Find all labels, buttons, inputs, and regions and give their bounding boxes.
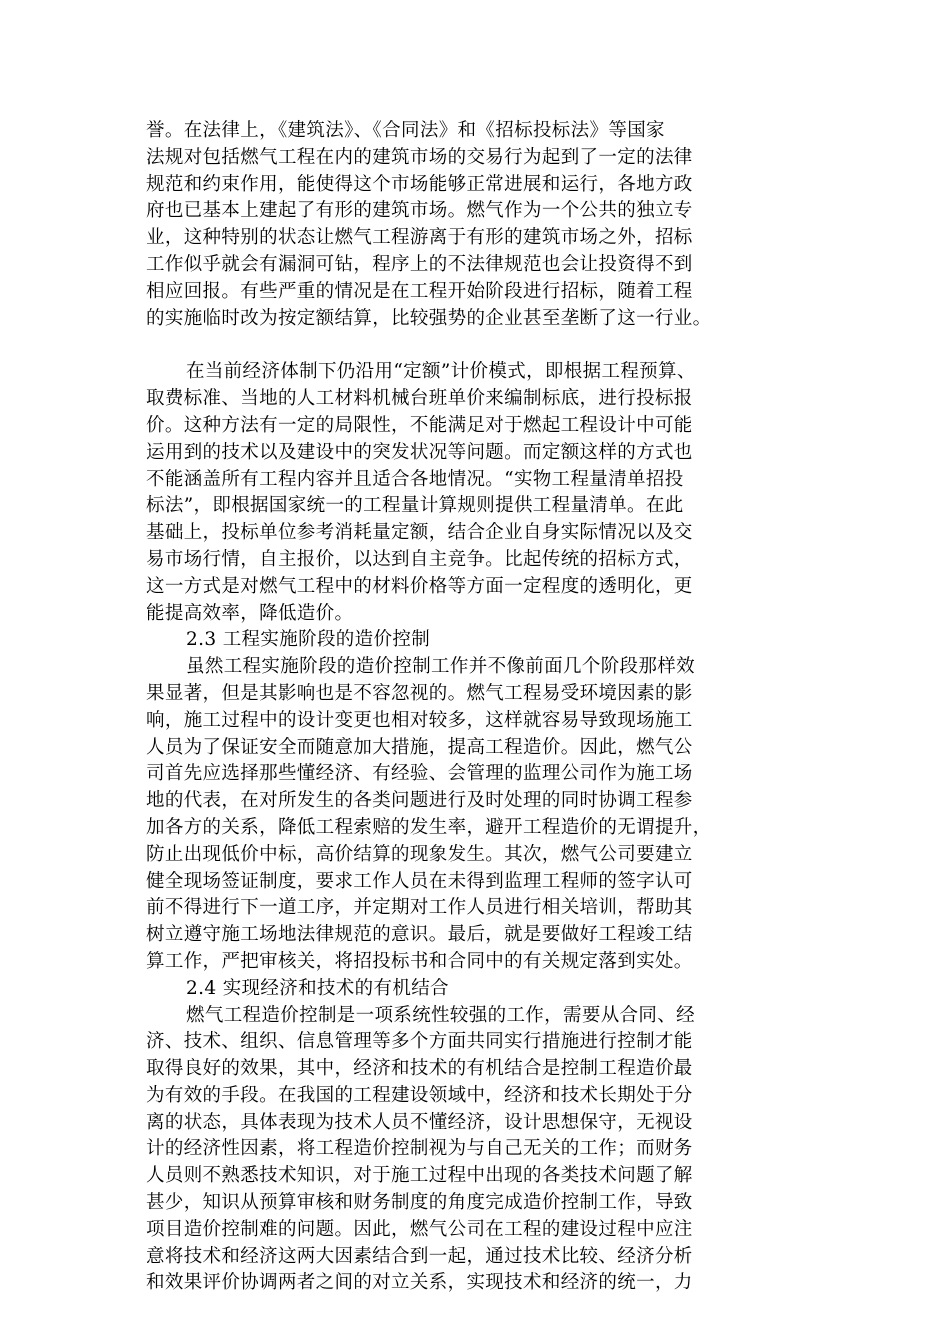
text-line: 项目造价控制难的问题。因此，燃气公司在工程的建设过程中应注 [146, 1218, 693, 1240]
text-line: 能提高效率，降低造价。 [146, 602, 354, 624]
text-line: 运用到的技术以及建设中的突发状况等问题。而定额这样的方式也 [146, 441, 693, 463]
section-heading-2-4: 2.4 实现经济和技术的有机结合 [186, 977, 449, 999]
paragraph-3 [146, 654, 806, 976]
text-line: 人员则不熟悉技术知识，对于施工过程中出现的各类技术问题了解 [146, 1165, 693, 1187]
paragraph-4 [146, 1003, 806, 1298]
text-line: 虽然工程实施阶段的造价控制工作并不像前面几个阶段那样效 [186, 656, 695, 678]
text-line: 和效果评价协调两者之间的对立关系，实现技术和经济的统一，力 [146, 1272, 693, 1294]
text-line: 标法”，即根据国家统一的工程量计算规则提供工程量清单。在此 [146, 495, 684, 517]
paragraph-spacer [146, 332, 806, 359]
text-line: 防止出现低价中标，高价结算的现象发生。其次，燃气公司要建立 [146, 843, 693, 865]
text-line: 健全现场签证制度，要求工作人员在未得到监理工程师的签字认可 [146, 870, 693, 892]
text-line: 府也已基本上建起了有形的建筑市场。燃气作为一个公共的独立专 [146, 200, 693, 222]
text-line: 离的状态，具体表现为技术人员不懂经济，设计思想保守，无视设 [146, 1111, 693, 1133]
text-line: 树立遵守施工场地法律规范的意识。最后，就是要做好工程竣工结 [146, 924, 693, 946]
text-line: 不能涵盖所有工程内容并且适合各地情况。“实物工程量清单招投 [146, 468, 684, 490]
text-line: 的实施临时改为按定额结算，比较强势的企业甚至垄断了这一行业。 [146, 307, 712, 329]
text-line: 法规对包括燃气工程在内的建筑市场的交易行为起到了一定的法律 [146, 146, 693, 168]
text-line: 人员为了保证安全而随意加大措施，提高工程造价。因此，燃气公 [146, 736, 693, 758]
text-line: 在当前经济体制下仍沿用“定额”计价模式，即根据工程预算、 [186, 361, 696, 383]
text-line: 甚少，知识从预算审核和财务制度的角度完成造价控制工作，导致 [146, 1192, 693, 1214]
text-line: 算工作，严把审核关，将招投标书和合同中的有关规定落到实处。 [146, 950, 693, 972]
text-line: 计的经济性因素，将工程造价控制视为与自己无关的工作；而财务 [146, 1138, 693, 1160]
text-line: 加各方的关系，降低工程索赔的发生率，避开工程造价的无谓提升， [146, 816, 712, 838]
text-line: 前不得进行下一道工序，并定期对工作人员进行相关培训，帮助其 [146, 897, 693, 919]
text-line: 燃气工程造价控制是一项系统性较强的工作，需要从合同、经 [186, 1004, 695, 1026]
document-page [146, 118, 806, 1297]
paragraph-2 [146, 359, 806, 627]
text-line: 果显著，但是其影响也是不容忽视的。燃气工程易受环境因素的影 [146, 682, 693, 704]
text-line: 业，这种特别的状态让燃气工程游离于有形的建筑市场之外，招标 [146, 227, 693, 249]
text-line: 基础上，投标单位参考消耗量定额，结合企业自身实际情况以及交 [146, 522, 693, 544]
text-line: 为有效的手段。在我国的工程建设领域中，经济和技术长期处于分 [146, 1084, 693, 1106]
text-line: 地的代表，在对所发生的各类问题进行及时处理的同时协调工程参 [146, 790, 693, 812]
text-line: 价。这种方法有一定的局限性，不能满足对于燃起工程设计中可能 [146, 414, 693, 436]
text-line: 司首先应选择那些懂经济、有经验、会管理的监理公司作为施工场 [146, 763, 693, 785]
text-line: 相应回报。有些严重的情况是在工程开始阶段进行招标，随着工程 [146, 280, 693, 302]
section-heading-2-3: 2.3 工程实施阶段的造价控制 [186, 629, 431, 651]
text-line: 工作似乎就会有漏洞可钻，程序上的不法律规范也会让投资得不到 [146, 253, 693, 275]
text-line: 誉。在法律上，《建筑法》、《合同法》和《招标投标法》等国家 [146, 120, 665, 141]
text-line: 意将技术和经济这两大因素结合到一起，通过技术比较、经济分析 [146, 1245, 693, 1267]
text-line: 易市场行情，自主报价，以达到自主竞争。比起传统的招标方式， [146, 548, 693, 570]
text-line: 这一方式是对燃气工程中的材料价格等方面一定程度的透明化，更 [146, 575, 693, 597]
text-line: 响，施工过程中的设计变更也相对较多，这样就容易导致现场施工 [146, 709, 693, 731]
text-line: 取费标准、当地的人工材料机械台班单价来编制标底，进行投标报 [146, 388, 693, 410]
text-line: 取得良好的效果，其中，经济和技术的有机结合是控制工程造价最 [146, 1058, 693, 1080]
text-line: 济、技术、组织、信息管理等多个方面共同实行措施进行控制才能 [146, 1031, 693, 1053]
paragraph-1 [146, 118, 806, 332]
text-line: 规范和约束作用，能使得这个市场能够正常进展和运行，各地方政 [146, 173, 693, 195]
